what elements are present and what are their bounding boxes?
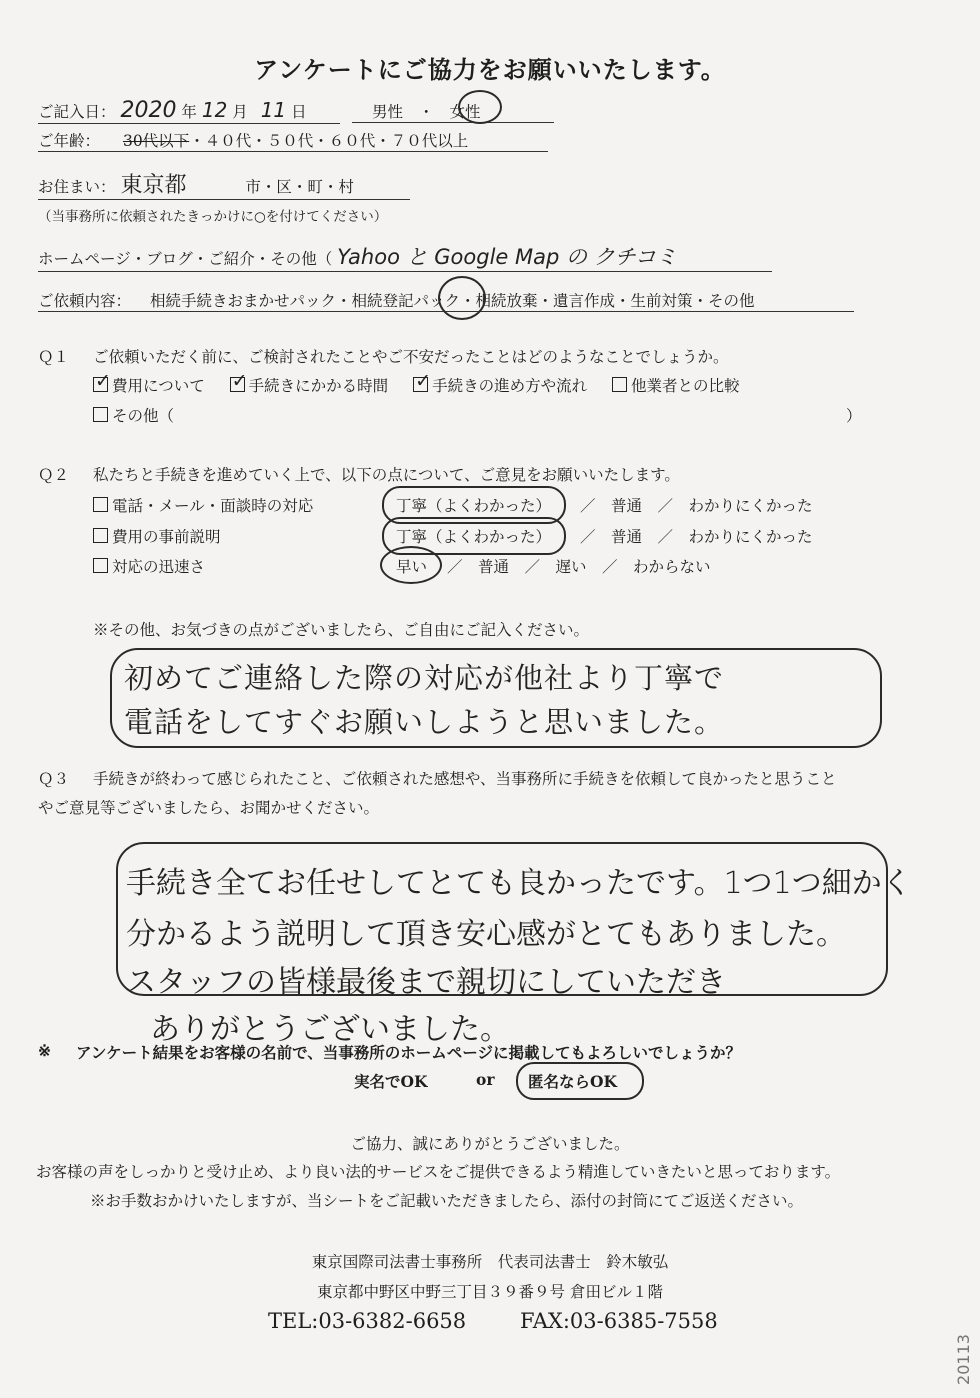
q1-checkbox-cost[interactable]: ✓ bbox=[95, 370, 111, 392]
q1-option-cost: 費用について bbox=[112, 377, 205, 395]
office-address: 東京都中野区中野三丁目３９番９号 倉田ビル１階 bbox=[317, 1283, 663, 1301]
age-options: ・４０代・５０代・６０代・７０代以上 bbox=[189, 132, 469, 150]
q3-number: Ｑ３ bbox=[38, 770, 70, 788]
date-label: ご記入日： bbox=[38, 103, 116, 121]
publish-question: アンケート結果をお客様の名前で、当事務所のホームページに掲載してもよろしいでしょうか？ bbox=[76, 1043, 741, 1062]
publish-or: or bbox=[476, 1070, 495, 1089]
office-name: 東京国際司法書士事務所 代表司法書士 鈴木敏弘 bbox=[311, 1253, 669, 1271]
q3-answer-line: スタッフの皆様最後まで親切にしていただき bbox=[126, 965, 726, 1000]
q2-row-label bbox=[93, 525, 221, 547]
q2-option-fast: 早い bbox=[396, 558, 428, 576]
q2-label-contact: 電話・メール・面談時の対応 bbox=[112, 497, 314, 515]
q3-question: やご意見等ございましたら、お聞かせください。 bbox=[38, 799, 380, 817]
office-fax: FAX:03-6385-7558 bbox=[520, 1309, 718, 1333]
q1-options-row bbox=[93, 370, 740, 396]
q2-number: Ｑ２ bbox=[38, 466, 70, 484]
request-options: 相続手続きおまかせパック・相続登記パック・相続放棄・遺言作成・生前対策・その他 bbox=[149, 292, 755, 310]
q1-question: ご依頼いただく前に、ご検討されたことやご不安だったことはどのようなことでしょうか。 bbox=[93, 348, 729, 366]
q1-number: Ｑ１ bbox=[38, 348, 70, 366]
q3-answer-line: 手続き全てお任せしてとても良かったです。1つ1つ細かく bbox=[126, 866, 912, 901]
q2-label-speed: 対応の迅速さ bbox=[112, 558, 206, 576]
q1-option-compare: 他業者との比較 bbox=[631, 377, 740, 395]
date-field bbox=[38, 98, 340, 124]
q1-checkbox-other[interactable] bbox=[93, 407, 108, 422]
q2-checkbox-cost[interactable] bbox=[93, 528, 108, 543]
q1-option-process: 手続きの進め方や流れ bbox=[432, 377, 588, 395]
q2-option-courteous: 丁寧（よくわかった） bbox=[396, 497, 552, 515]
q1-option-time: 手続きにかかる時間 bbox=[248, 377, 389, 395]
publish-option-real-name: 実名でOK bbox=[354, 1072, 428, 1091]
referral-note: （当事務所に依頼されたきっかけに○を付けてください） bbox=[38, 209, 388, 225]
margin-note: 20113 bbox=[953, 1334, 973, 1385]
age-label: ご年齢： bbox=[38, 132, 101, 150]
referral-row bbox=[38, 241, 772, 272]
q2-checkbox-contact[interactable] bbox=[93, 497, 108, 512]
q3-question: 手続きが終わって感じられたこと、ご依頼された感想や、当事務所に手続きを依頼して良かったと思うこと bbox=[93, 770, 837, 788]
q2-option-others: ／ 普通 ／ わかりにくかった bbox=[580, 528, 813, 546]
age-row bbox=[38, 129, 548, 152]
address-units: 市・区・町・村 bbox=[245, 178, 354, 196]
publish-option-anonymous: 匿名ならOK bbox=[528, 1072, 617, 1091]
request-circle-mark bbox=[438, 276, 486, 320]
page-title: アンケートにご協力をお願いいたします。 bbox=[254, 55, 726, 84]
date-month: 12 bbox=[201, 98, 228, 122]
closing-return-note: ※お手数おかけいたしますが、当シートをご記載いただきましたら、添付の封筒にてご返送ください。 bbox=[90, 1192, 804, 1210]
gender-circle-mark bbox=[458, 90, 502, 124]
q1-option-other: その他（ bbox=[112, 407, 175, 425]
q1-checkbox-time[interactable]: ✓ bbox=[231, 370, 248, 392]
date-day-suffix: 日 bbox=[291, 103, 307, 121]
q2-row-label bbox=[93, 555, 205, 577]
q2-checkbox-speed[interactable] bbox=[93, 558, 108, 573]
date-month-suffix: 月 bbox=[232, 103, 248, 121]
q1-checkbox-compare[interactable] bbox=[612, 377, 627, 392]
publish-mark: ※ bbox=[38, 1041, 51, 1060]
q2-comment-prompt: ※その他、お気づきの点がございましたら、ご自由にご記入ください。 bbox=[93, 621, 590, 639]
address-value: 東京都 bbox=[120, 173, 187, 198]
q1-checkbox-process[interactable]: ✓ bbox=[415, 370, 432, 392]
date-year-suffix: 年 bbox=[181, 103, 197, 121]
q2-circle-mark bbox=[380, 546, 442, 584]
closing-thanks: ご協力、誠にありがとうございました。 bbox=[350, 1135, 630, 1153]
address-row bbox=[38, 168, 410, 200]
closing-message: お客様の声をしっかりと受け止め、より良い法的サービスをご提供できるよう精進していきたいと思っております。 bbox=[36, 1163, 841, 1181]
request-label: ご依頼内容： bbox=[38, 292, 132, 310]
q2-comment-line: 電話をしてすぐお願いしようと思いました。 bbox=[124, 705, 725, 739]
q2-row-label bbox=[93, 494, 313, 516]
q2-option-others: ／ 普通 ／ 遅い ／ わからない bbox=[447, 558, 711, 576]
publish-circle-mark bbox=[516, 1062, 644, 1100]
office-tel: TEL:03-6382-6658 bbox=[268, 1309, 467, 1333]
q2-option-courteous: 丁寧（よくわかった） bbox=[396, 528, 552, 546]
address-label: お住まい： bbox=[38, 178, 116, 196]
q1-other-close: ） bbox=[846, 407, 862, 425]
q2-option-others: ／ 普通 ／ わかりにくかった bbox=[580, 497, 813, 515]
q1-other-row bbox=[93, 404, 174, 426]
q3-answer-line: 分かるよう説明して頂き安心感がとてもありました。 bbox=[126, 917, 846, 952]
referral-answer: Yahoo と Google Map の クチコミ bbox=[337, 245, 677, 269]
gender-options: 男性 ・ 女性 bbox=[352, 100, 554, 123]
age-option-30s: 30代以下 bbox=[122, 132, 190, 150]
q2-label-cost: 費用の事前説明 bbox=[112, 528, 221, 546]
referral-options: ホームページ・ブログ・ご紹介・その他（ bbox=[38, 250, 333, 268]
date-day: 11 bbox=[260, 98, 287, 122]
date-row bbox=[38, 98, 340, 124]
date-year: 2020 bbox=[120, 98, 177, 123]
q2-question: 私たちと手続きを進めていく上で、以下の点について、ご意見をお願いいたします。 bbox=[93, 466, 680, 484]
q3-answer-line: ありがとうございました。 bbox=[150, 1012, 510, 1047]
q2-comment-line: 初めてご連絡した際の対応が他社より丁寧で bbox=[124, 661, 725, 695]
